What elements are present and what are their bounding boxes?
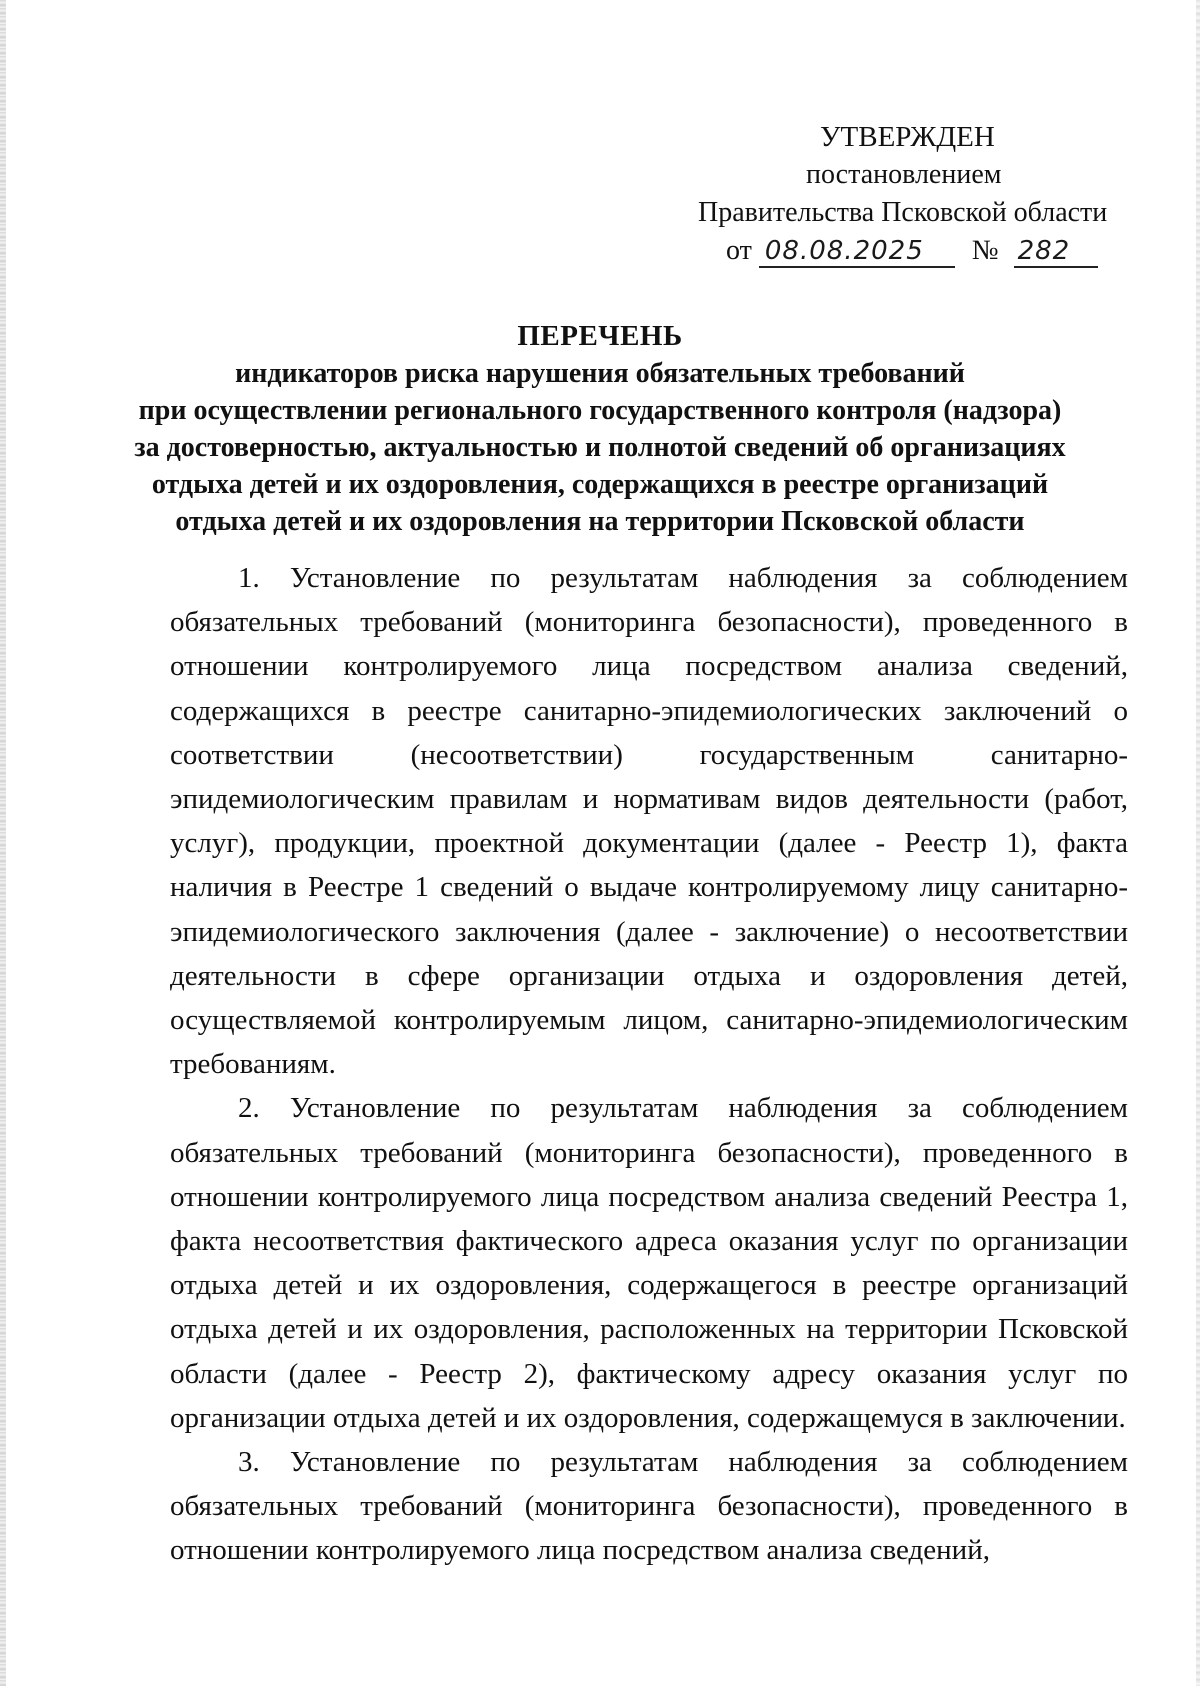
title-line-4: отдыха детей и их оздоровления, содержащихся в реестре организаций	[151, 469, 1049, 500]
approval-date-row	[690, 232, 1130, 270]
date-field	[759, 236, 955, 268]
approval-block	[690, 118, 1130, 270]
number-sign: №	[971, 235, 999, 266]
title-line-3: за достоверностью, актуальностью и полнотой сведений об организациях	[134, 432, 1066, 463]
approval-title: УТВЕРЖДЕН	[820, 121, 995, 153]
paragraph-2: 2. Установление по результатам наблюдения за соблюдением обязательных требований (мониторинга безопасности), проведенного в отношении контролируемого лица посредством анализа сведений Реестра 1, факта несоответствия фактического адреса оказания услуг по организации отдыха детей и их оздоровления, содержащегося в реестре организаций отдыха детей и их оздоровления, расположенных на территории Псковской области (далее - Реестр 2), фактическому адресу оказания услуг по организации отдыха детей и их оздоровления, содержащемуся в заключении.	[170, 1092, 1128, 1434]
title-line-5: отдыха детей и их оздоровления на территории Псковской области	[175, 506, 1025, 537]
title-line-1: индикаторов риска нарушения обязательных требований	[235, 358, 965, 389]
scan-edge-right	[1196, 0, 1200, 1686]
title-main: ПЕРЕЧЕНЬ	[517, 320, 683, 352]
approval-government: Правительства Псковской области	[698, 197, 1108, 228]
title-line-2: при осуществлении регионального государственного контроля (надзора)	[138, 395, 1062, 426]
number-field	[1014, 236, 1098, 268]
approval-by: постановлением	[806, 159, 1002, 190]
date-prefix: от	[726, 235, 752, 266]
paragraph-1: 1. Установление по результатам наблюдения за соблюдением обязательных требований (мониторинга безопасности), проведенного в отношении контролируемого лица посредством анализа сведений, содержащихся в реестре санитарно-эпидемиологических заключений о соответствии (несоответствии) государственным санитарно-эпидемиологическим правилам и нормативам видов деятельности (работ, услуг), продукции, проектной документации (далее - Реестр 1), факта наличия в Реестре 1 сведений о выдаче контролируемому лицу санитарно-эпидемиологического заключения (далее - заключение) о несоответствии деятельности в сфере организации отдыха и оздоровления детей, осуществляемой контролируемым лицом, санитарно-эпидемиологическим требованиям.	[170, 562, 1128, 1081]
handwritten-number: 282	[1017, 236, 1071, 266]
document-body	[170, 556, 1128, 1573]
scan-edge-left	[0, 0, 6, 1686]
paragraph-3: 3. Установление по результатам наблюдения за соблюдением обязательных требований (мониторинга безопасности), проведенного в отношении контролируемого лица посредством анализа сведений,	[170, 1446, 1128, 1567]
handwritten-date: 08.08.2025	[764, 236, 924, 266]
document-title	[100, 318, 1100, 540]
